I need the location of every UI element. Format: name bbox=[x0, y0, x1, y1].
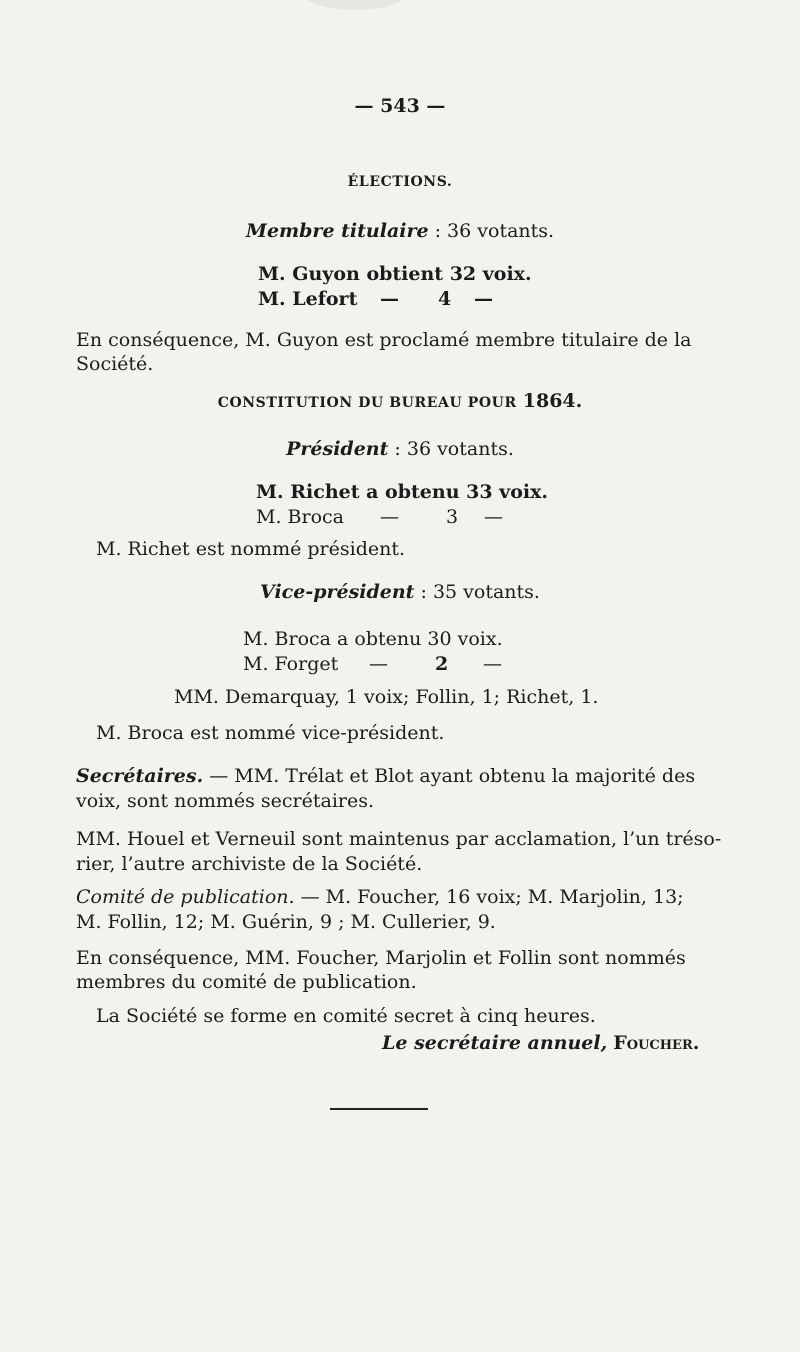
lefort-count: 4 bbox=[438, 288, 452, 310]
constitution-heading bbox=[0, 389, 800, 415]
forget-dash-2: — bbox=[483, 653, 502, 675]
membre-conclusion-line-2: Société. bbox=[76, 353, 154, 375]
paper-stain bbox=[300, 0, 410, 10]
forget-name: M. Forget bbox=[243, 653, 339, 675]
constitution-year: 1864. bbox=[522, 390, 583, 412]
comite-line-1 bbox=[76, 885, 696, 909]
vice-president-title: Vice-président bbox=[260, 581, 415, 603]
vice-president-heading bbox=[0, 580, 800, 604]
lefort-dash-2: — bbox=[474, 288, 493, 310]
lefort-name: M. Lefort bbox=[258, 288, 358, 310]
signature-name: Foucher. bbox=[613, 1032, 700, 1054]
guyon-votes: M. Guyon obtient 32 voix. bbox=[258, 263, 532, 285]
president-result: M. Richet est nommé président. bbox=[96, 538, 406, 560]
president-votants: : 36 votants. bbox=[388, 438, 514, 460]
closing-statement: La Société se forme en comité secret à cinq heures. bbox=[96, 1005, 596, 1027]
comite-text: — M. Foucher, 16 voix; M. Marjolin, 13; bbox=[294, 886, 684, 908]
lefort-dash-1: — bbox=[380, 288, 399, 310]
closing-rule bbox=[330, 1108, 428, 1110]
constitution-heading-text: CONSTITUTION DU BUREAU POUR bbox=[217, 395, 517, 411]
forget-count: 2 bbox=[435, 653, 449, 675]
president-heading bbox=[0, 437, 800, 461]
signature-role: Le secrétaire annuel, bbox=[382, 1032, 608, 1054]
lefort-votes bbox=[258, 287, 493, 311]
broca-dash-1: — bbox=[380, 506, 399, 528]
broca-count: 3 bbox=[446, 506, 459, 528]
president-title: Président bbox=[286, 438, 389, 460]
broca-vice-votes: M. Broca a obtenu 30 voix. bbox=[243, 628, 503, 650]
broca-dash-2: — bbox=[484, 506, 503, 528]
secretaires-label: Secrétaires. bbox=[76, 765, 204, 787]
forget-dash-1: — bbox=[369, 653, 388, 675]
comite-line-2: M. Follin, 12; M. Guérin, 9 ; M. Cullerier, 9. bbox=[76, 911, 496, 933]
signature bbox=[382, 1031, 699, 1055]
page-number: — 543 — bbox=[354, 95, 446, 117]
broca-name: M. Broca bbox=[256, 506, 344, 528]
houel-line-2: rier, l’autre archiviste de la Société. bbox=[76, 853, 423, 875]
membre-titulaire-votants: : 36 votants. bbox=[428, 220, 555, 242]
houel-line-1: MM. Houel et Verneuil sont maintenus par acclamation, l’un tréso- bbox=[76, 828, 722, 850]
section-heading: ÉLECTIONS. bbox=[347, 174, 453, 190]
richet-votes: M. Richet a obtenu 33 voix. bbox=[256, 481, 549, 503]
membre-titulaire-heading bbox=[0, 219, 800, 243]
vice-president-votants: : 35 votants. bbox=[414, 581, 540, 603]
secretaires-line-1 bbox=[76, 764, 696, 788]
vice-president-result: M. Broca est nommé vice-président. bbox=[96, 722, 445, 744]
secretaires-text: — MM. Trélat et Blot ayant obtenu la majorité des bbox=[203, 765, 696, 787]
other-vice-votes: MM. Demarquay, 1 voix; Follin, 1; Richet, 1. bbox=[174, 686, 599, 708]
membre-conclusion-line-1: En conséquence, M. Guyon est proclamé membre titulaire de la bbox=[76, 329, 692, 351]
broca-president-votes bbox=[256, 505, 503, 529]
consequence-line-1: En conséquence, MM. Foucher, Marjolin et Follin sont nommés bbox=[76, 947, 686, 969]
comite-label: Comité de publication. bbox=[76, 886, 295, 908]
secretaires-line-2: voix, sont nommés secrétaires. bbox=[76, 790, 375, 812]
forget-votes bbox=[243, 652, 502, 676]
membre-titulaire-title: Membre titulaire bbox=[245, 220, 429, 242]
consequence-line-2: membres du comité de publication. bbox=[76, 971, 417, 993]
